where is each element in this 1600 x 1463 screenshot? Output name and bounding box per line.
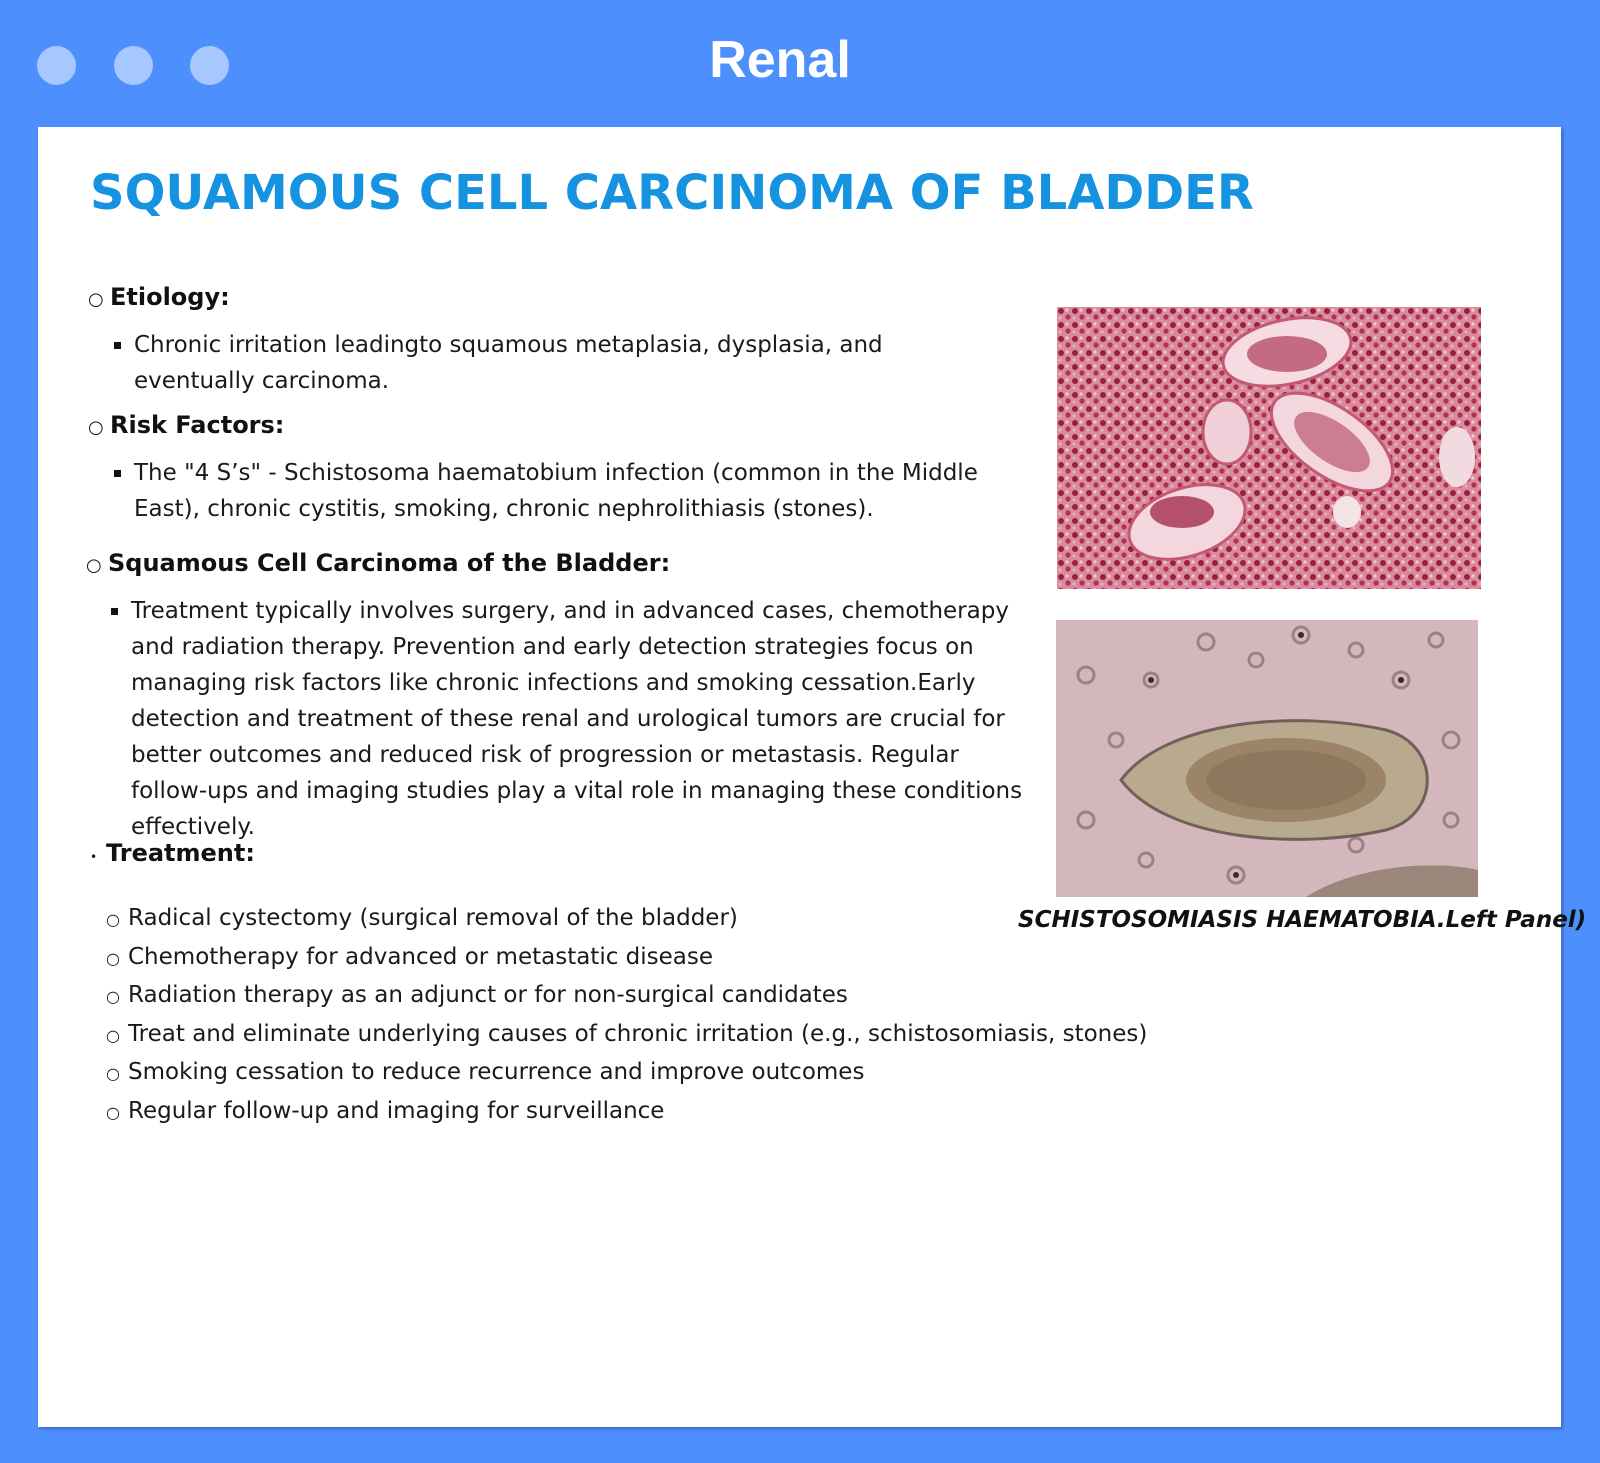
histology-micrograph bbox=[1057, 307, 1481, 589]
page-title: SQUAMOUS CELL CARCINOMA OF BLADDER bbox=[90, 165, 1254, 221]
section-heading-label: Risk Factors: bbox=[110, 411, 285, 439]
figure-caption: SCHISTOSOMIASIS HAEMATOBIA.Left Panel) bbox=[1018, 907, 1587, 933]
circle-bullet-icon: ○ bbox=[106, 1102, 120, 1122]
list-item bbox=[106, 1016, 1147, 1055]
circle-bullet-icon: ○ bbox=[106, 948, 120, 968]
circle-bullet-icon: ○ bbox=[106, 1064, 120, 1083]
section-heading-treatment bbox=[90, 839, 255, 867]
schistosoma-egg-micrograph bbox=[1056, 620, 1478, 897]
section-heading-scc-bladder bbox=[86, 549, 670, 577]
section-text-etiology bbox=[134, 327, 994, 399]
section-text: Treatment typically involves surgery, and in advanced cases, chemotherapy and radiation therapy. Prevention and early detection strategies focus on managing risk factors like chronic infections and smoking cessation.Early detection and treatment of these renal and urological tumors are crucial for better outcomes and reduced risk of progression or metastasis. Regular follow-ups and imaging studies play a vital role in managing these conditions effectively. bbox=[131, 598, 1023, 840]
section-text: The "4 S’s" - Schistosoma haematobium infection (common in the Middle East), chronic cystitis, smoking, chronic nephrolithiasis (stones). bbox=[134, 460, 978, 522]
list-item-text: Treat and eliminate underlying causes of chronic irritation (e.g., schistosomiasis, stones) bbox=[128, 1020, 1148, 1047]
list-item bbox=[106, 1093, 1147, 1132]
list-item-text: Smoking cessation to reduce recurrence and improve outcomes bbox=[128, 1059, 865, 1085]
section-heading-risk-factors bbox=[88, 411, 284, 439]
section-text-risk-factors bbox=[134, 455, 1014, 527]
section-heading-label: Etiology: bbox=[110, 283, 230, 311]
circle-bullet-icon: ○ bbox=[88, 417, 104, 438]
list-item-text: Regular follow-up and imaging for surveillance bbox=[128, 1097, 665, 1124]
circle-bullet-icon: ○ bbox=[106, 910, 120, 929]
circle-bullet-icon: ○ bbox=[106, 1025, 120, 1045]
section-heading-label: Treatment: bbox=[106, 839, 255, 867]
list-item-text: Radical cystectomy (surgical removal of the bladder) bbox=[128, 905, 738, 931]
circle-bullet-icon: ○ bbox=[88, 289, 104, 310]
square-bullet-icon bbox=[111, 608, 118, 615]
circle-bullet-icon: ○ bbox=[86, 555, 102, 576]
section-heading-label: Squamous Cell Carcinoma of the Bladder: bbox=[108, 549, 671, 577]
circle-bullet-icon: ○ bbox=[106, 987, 120, 1006]
list-item bbox=[106, 1054, 1147, 1093]
list-item bbox=[106, 900, 1147, 939]
list-item bbox=[106, 939, 1147, 978]
list-item-text: Radiation therapy as an adjunct or for non-surgical candidates bbox=[128, 982, 848, 1008]
square-bullet-icon bbox=[114, 342, 121, 349]
square-bullet-icon bbox=[114, 470, 121, 477]
content-panel bbox=[38, 127, 1587, 1427]
section-heading-etiology bbox=[88, 283, 230, 311]
dot-bullet-icon: • bbox=[90, 850, 98, 864]
section-text: Chronic irritation leadingto squamous metaplasia, dysplasia, and eventually carcinoma. bbox=[134, 332, 883, 394]
window-title: Renal bbox=[709, 31, 851, 89]
list-item bbox=[106, 977, 1147, 1016]
list-item-text: Chemotherapy for advanced or metastatic disease bbox=[128, 943, 714, 970]
section-text-scc-bladder bbox=[131, 593, 1026, 845]
treatment-list bbox=[106, 900, 1147, 1131]
